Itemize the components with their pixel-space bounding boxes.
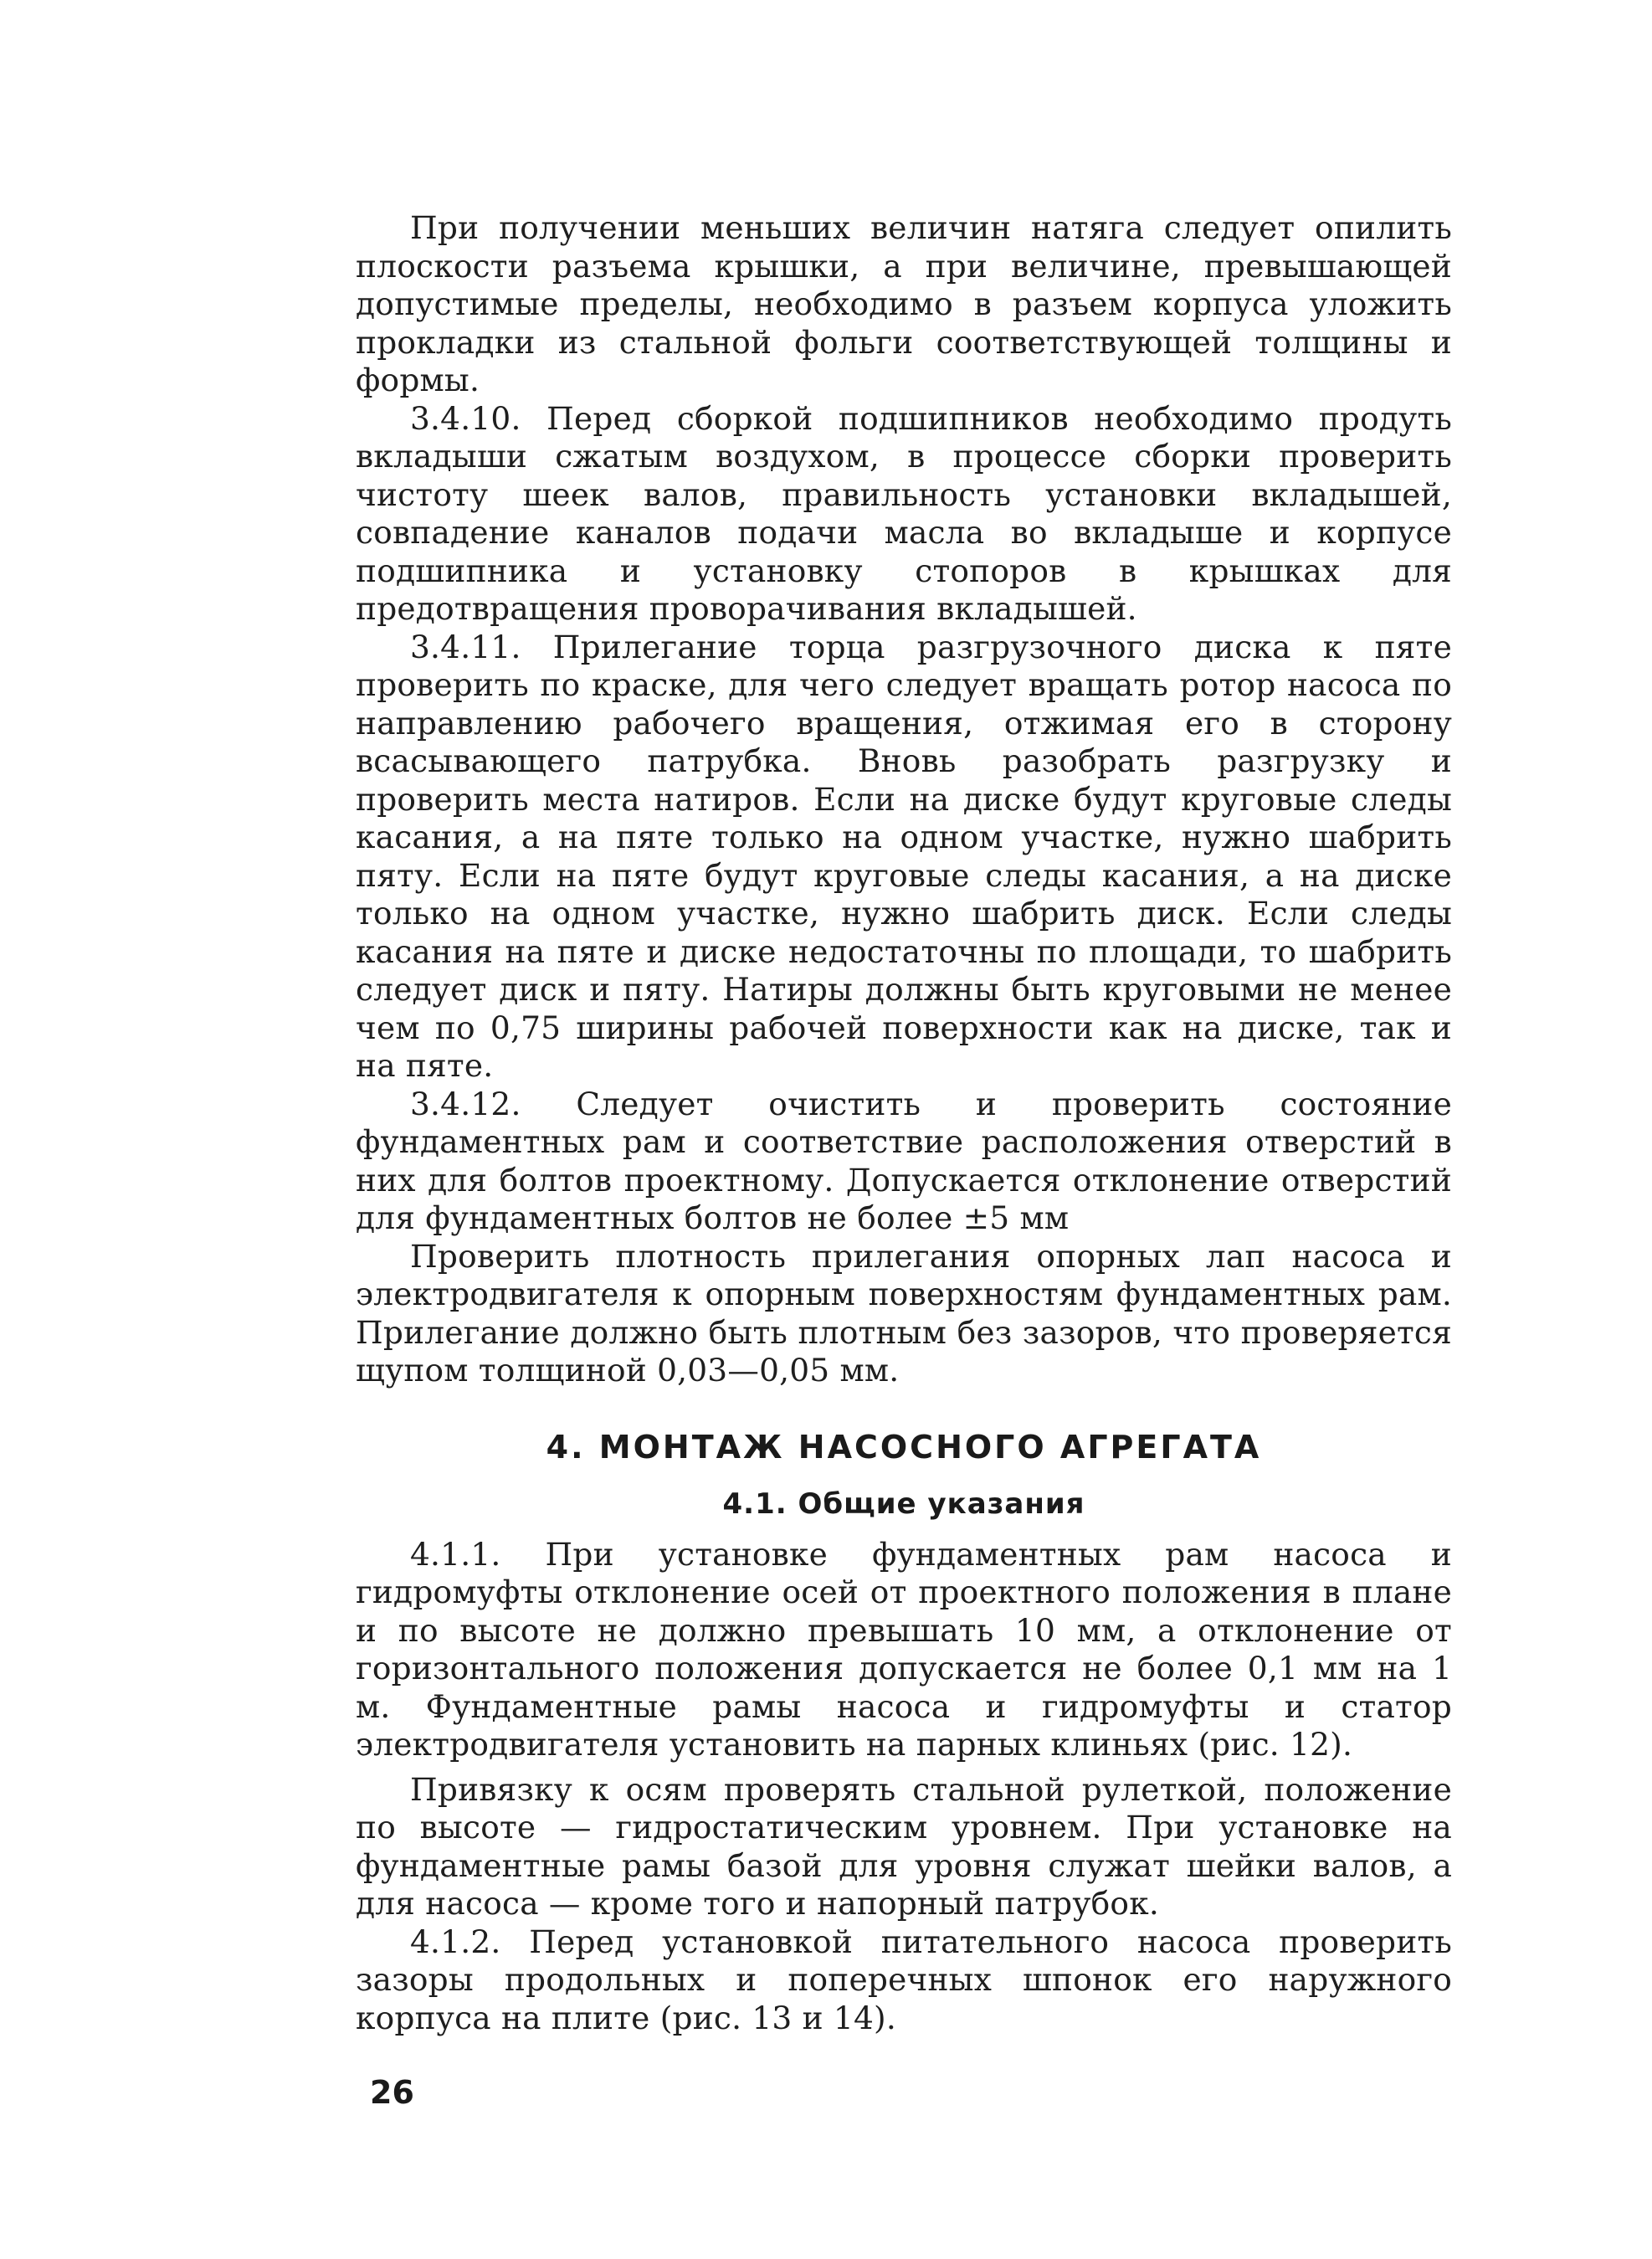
paragraph-3-4-10: 3.4.10. Перед сборкой подшипников необходимо продуть вкладыши сжатым воздухом, в процессе сборки проверить чистоту шеек валов, правильность установки вкладышей, совпадение каналов подачи масла во вкладыше и корпусе подшипника и установку стопоров в крышках для предотвращения проворачивания вкладышей. — [356, 399, 1452, 627]
page-number: 26 — [370, 2074, 414, 2111]
paragraph-3-4-11: 3.4.11. Прилегание торца разгрузочного диска к пяте проверить по краске, для чего следует вращать ротор насоса по направлению рабочего вращения, отжимая его в сторону всасывающего патрубка. Вновь разобрать разгрузку и проверить места натиров. Если на диске будут круговые следы касания, а на пяте только на одном участке, нужно шабрить пяту. Если на пяте будут круговые следы касания, а на диске только на одном участке, нужно шабрить диск. Если следы касания на пяте и диске недостаточны по площади, то шабрить следует диск и пяту. Натиры должны быть круговыми не менее чем по 0,75 ширины рабочей поверхности как на диске, так и на пяте. — [356, 628, 1452, 1084]
paragraph-4-1-1: 4.1.1. При установке фундаментных рам насоса и гидромуфты отклонение осей от проектного положения в плане и по высоте не должно превышать 10 мм, а отклонение от горизонтального положения допускается не более 0,1 мм на 1 м. Фундаментные рамы насоса и гидромуфты и статор электродвигателя установить на парных клиньях (рис. 12). — [356, 1535, 1452, 1763]
paragraph-contact-check: Проверить плотность прилегания опорных лап насоса и электродвигателя к опорным поверхностям фундаментных рам. Прилегание должно быть плотным без зазоров, что проверяется щупом толщиной 0,03—0,05 мм. — [356, 1237, 1452, 1389]
paragraph-4-1-2: 4.1.2. Перед установкой питательного насоса проверить зазоры продольных и поперечных шпонок его наружного корпуса на плите (рис. 13 и 14). — [356, 1923, 1452, 2036]
paragraph-3-4-12: 3.4.12. Следует очистить и проверить состояние фундаментных рам и соответствие расположения отверстий в них для болтов проектному. Допускается отклонение отверстий для фундаментных болтов не более ±5 мм — [356, 1085, 1452, 1236]
subsection-title: 4.1. Общие указания — [722, 1486, 1085, 1521]
paragraph-axis-binding: Привязку к осям проверять стальной рулеткой, положение по высоте — гидростатическим уровнем. При установке на фундаментные рамы базой для уровня служат шейки валов, а для насоса — кроме того и напорный патрубок. — [356, 1770, 1452, 1922]
page-body — [356, 209, 1452, 2037]
paragraph-tightness-adjustment: При получении меньших величин натяга следует опилить плоскости разъема крышки, а при величине, превышающей допустимые пределы, необходимо в разъем корпуса уложить прокладки из стальной фольги соответствующей толщины и формы. — [356, 209, 1452, 398]
section-title: 4. МОНТАЖ НАСОСНОГО АГРЕГАТА — [546, 1428, 1262, 1466]
